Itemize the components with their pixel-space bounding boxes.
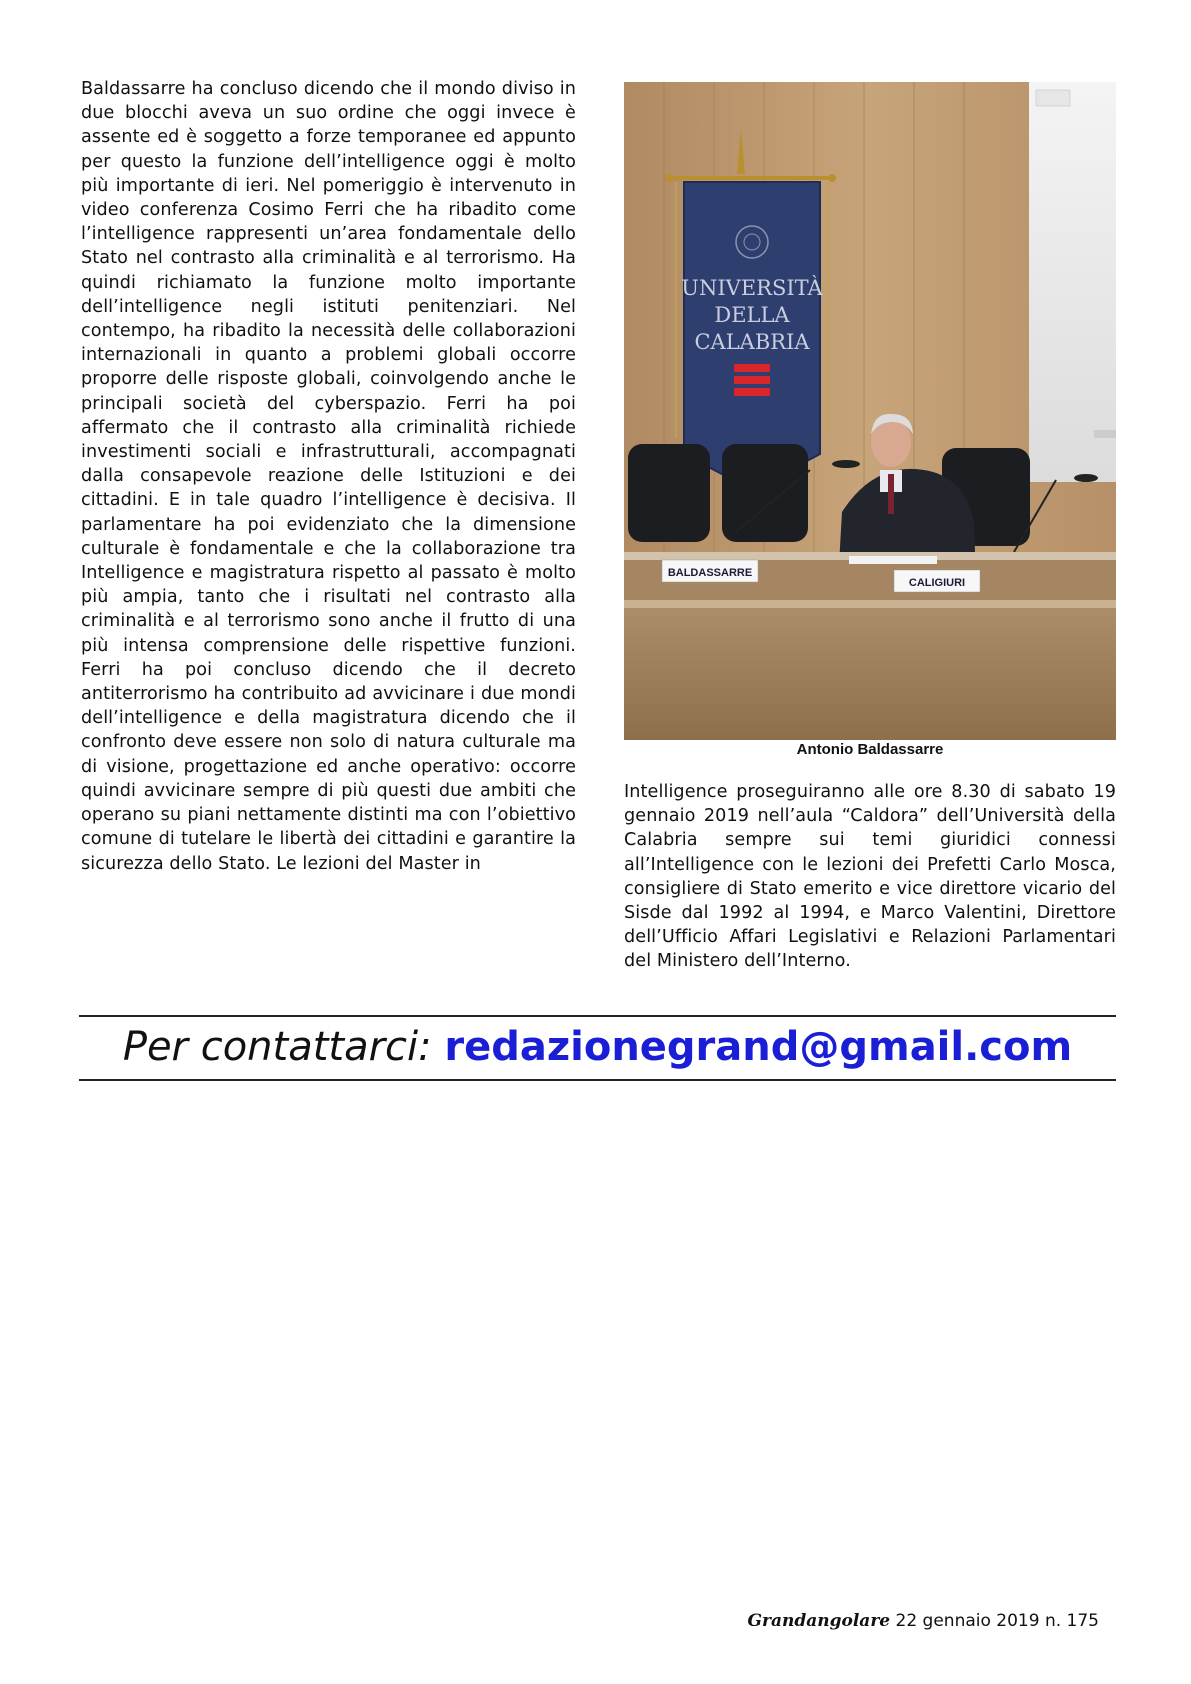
banner-text-line: DELLA xyxy=(714,303,790,327)
contact-email-link[interactable]: redazionegrand@gmail.com xyxy=(444,1024,1073,1070)
publication-name: Grandangolare xyxy=(747,1611,891,1631)
contact-label: Per contattarci: xyxy=(122,1024,432,1070)
contact-line xyxy=(79,1016,1116,1078)
banner-text-line: CALABRIA xyxy=(694,330,810,354)
divider-bottom xyxy=(79,1079,1116,1081)
page-footer xyxy=(748,1611,1099,1631)
nameplate-right: CALIGIURI xyxy=(908,577,966,589)
photo-caption: Antonio Baldassarre xyxy=(796,741,944,758)
conference-photo xyxy=(624,82,1116,740)
article-right-column: Intelligence proseguiranno alle ore 8.30 di sabato 19 gennaio 2019 nell’aula “Caldora” dell’Università della Calabria sempre sui temi giuridici connessi all’Intelligence con le lezioni dei Prefetti Carlo Mosca, consigliere di Stato emerito e vice direttore vicario del Sisde dal 1992 al 1994, e Marco Valentini, Direttore dell’Ufficio Affari Legislativi e Relazioni Parlamentari del Ministero dell’Interno. xyxy=(624,782,1116,972)
article-left-column: Baldassarre ha concluso dicendo che il mondo diviso in due blocchi aveva un suo ordine che oggi invece è assente ed è soggetto a forze temporanee ed appunto per questo la funzione dell’intelligence oggi è molto più importante di ieri. Nel pomeriggio è intervenuto in video conferenza Cosimo Ferri che ha ribadito come l’intelligence rappresenti un’area fondamentale dello Stato nel contrasto alla criminalità e al terrorismo. Ha quindi richiamato la funzione molto importante dell’intelligence negli istituti penitenziari. Nel contempo, ha ribadito la necessità delle collaborazioni internazionali in quanto a problemi globali occorre proporre delle risposte globali, coinvolgendo anche le principali società del cyberspazio. Ferri ha poi affermato che il contrasto alla criminalità richiede investimenti sociali e infrastrutturali, accompagnati dalla consapevole reazione delle Istituzioni e dei cittadini. E in tale quadro l’intelligence è decisiva. Il parlamentare ha poi evidenziato che la dimensione culturale è fondamentale e che la collaborazione tra Intelligence e magistratura rispetto al passato è molto più ampia, tanto che i risultati nel contrasto alla criminalità e al terrorismo sono anche il frutto di una più intensa comprensione delle rispettive funzioni. Ferri ha poi concluso dicendo che il decreto antiterrorismo ha contribuito ad avvicinare i due mondi dell’intelligence e della magistratura dicendo che il confronto deve essere non solo di natura culturale ma di visione, progettazione ed anche operativo: occorre quindi avvicinare sempre di più questi due ambiti che operano su piani nettamente distinti ma con l’obiettivo comune di tutelare le libertà dei cittadini e garantire la sicurezza dello Stato. Le lezioni del Master in xyxy=(81,79,576,874)
nameplate-left: BALDASSARRE xyxy=(667,567,753,579)
issue-info: 22 gennaio 2019 n. 175 xyxy=(895,1611,1099,1631)
banner-text-line: UNIVERSITÀ xyxy=(681,276,823,300)
